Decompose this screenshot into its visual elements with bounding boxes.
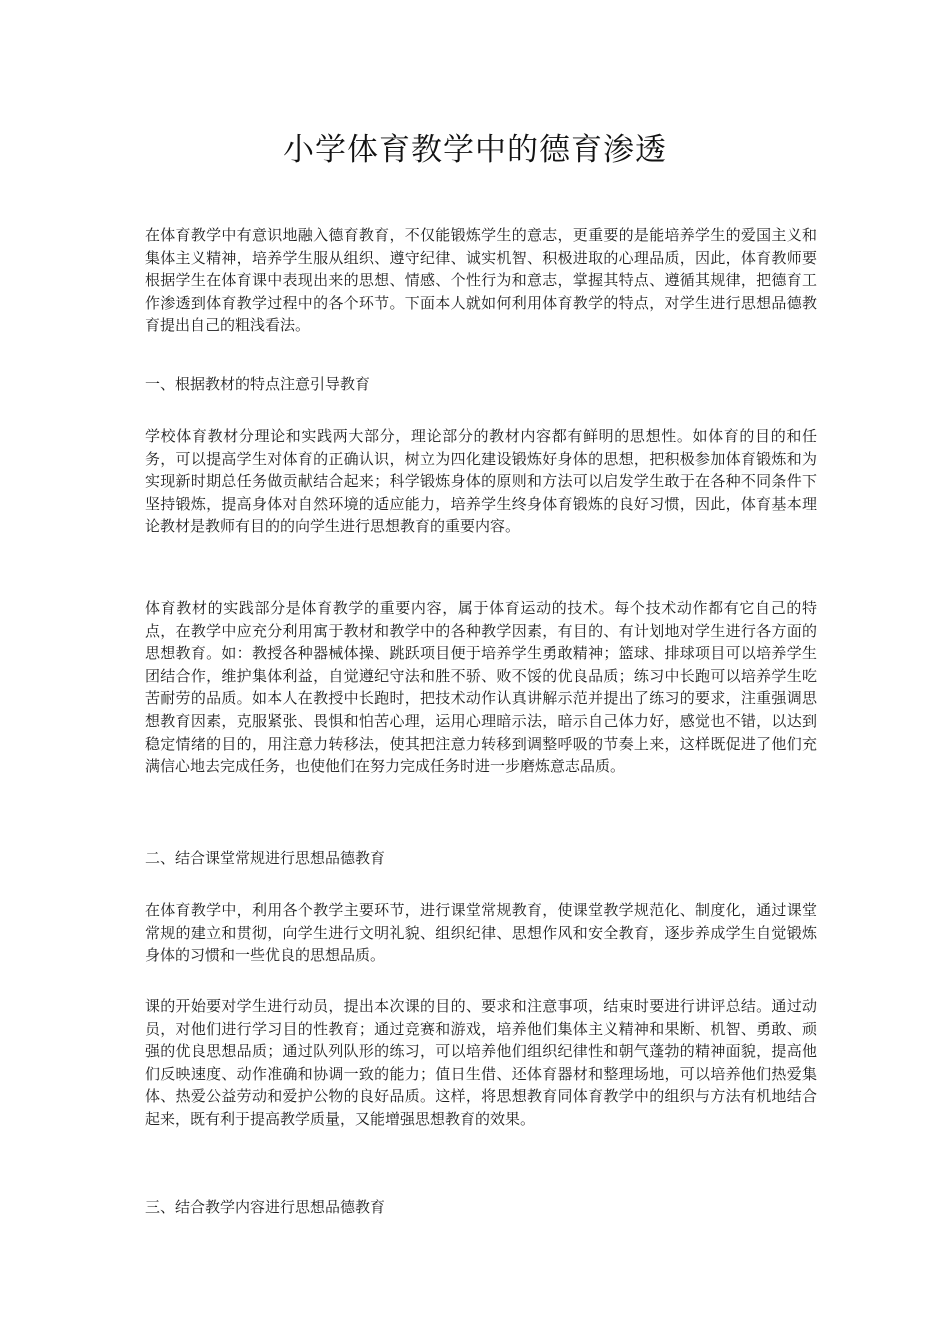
routine-paragraph: 在体育教学中，利用各个教学主要环节，进行课堂常规教育，使课堂教学规范化、制度化，通过课堂常规的建立和贯彻，向学生进行文明礼貌、组织纪律、思想作风和安全教育，逐步养成学生自觉锻炼身体的习惯和一些优良的思想品质。	[145, 901, 817, 965]
theory-paragraph: 学校体育教材分理论和实践两大部分，理论部分的教材内容都有鲜明的思想性。如体育的目的和任务，可以提高学生对体育的正确认识，树立为四化建设锻炼好身体的思想，把积极参加体育锻炼和为实现新时期总任务做贡献结合起来；科学锻炼身体的原则和方法可以启发学生敢于在各种不同条件下坚持锻炼，提高身体对自然环境的适应能力，培养学生终身体育锻炼的良好习惯，因此，体育基本理论教材是教师有目的的向学生进行思想教育的重要内容。	[145, 427, 817, 536]
section-heading-1: 一、根据教材的特点注意引导教育	[145, 375, 371, 393]
intro-paragraph: 在体育教学中有意识地融入德育教育，不仅能锻炼学生的意志，更重要的是能培养学生的爱国主义和集体主义精神，培养学生服从组织、遵守纪律、诚实机智、积极进取的心理品质，因此，体育教师要根据学生在体育课中表现出来的思想、情感、个性行为和意志，掌握其特点、遵循其规律，把德育工作渗透到体育教学过程中的各个环节。下面本人就如何利用体育教学的特点，对学生进行思想品德教育提出自己的粗浅看法。	[145, 226, 817, 335]
practice-paragraph: 体育教材的实践部分是体育教学的重要内容，属于体育运动的技术。每个技术动作都有它自己的特点，在教学中应充分利用寓于教材和教学中的各种教学因素，有目的、有计划地对学生进行各方面的思想教育。如：教授各种器械体操、跳跃项目便于培养学生勇敢精神；篮球、排球项目可以培养学生团结合作，维护集体利益，自觉遵纪守法和胜不骄、败不馁的优良品质；练习中长跑可以培养学生吃苦耐劳的品质。如本人在教授中长跑时，把技术动作认真讲解示范并提出了练习的要求，注重强调思想教育因素，克服紧张、畏惧和怕苦心理，运用心理暗示法，暗示自己体力好，感觉也不错，以达到稳定情绪的目的，用注意力转移法，使其把注意力转移到调整呼吸的节奏上来，这样既促进了他们充满信心地去完成任务，也使他们在努力完成任务时进一步磨炼意志品质。	[145, 599, 817, 776]
document-title: 小学体育教学中的德育渗透	[283, 132, 667, 168]
class-structure-paragraph: 课的开始要对学生进行动员，提出本次课的目的、要求和注意事项，结束时要进行讲评总结。通过动员，对他们进行学习目的性教育；通过竞赛和游戏，培养他们集体主义精神和果断、机智、勇敢、顽强的优良思想品质；通过队列队形的练习，可以培养他们组织纪律性和朝气蓬勃的精神面貌，提高他们反映速度、动作准确和协调一致的能力；值日生借、还体育器材和整理场地，可以培养他们热爱集体、热爱公益劳动和爱护公物的良好品质。这样，将思想教育同体育教学中的组织与方法有机地结合起来，既有利于提高教学质量，又能增强思想教育的效果。	[145, 997, 817, 1128]
section-heading-2: 二、结合课堂常规进行思想品德教育	[145, 849, 386, 867]
section-heading-3: 三、结合教学内容进行思想品德教育	[145, 1198, 386, 1216]
